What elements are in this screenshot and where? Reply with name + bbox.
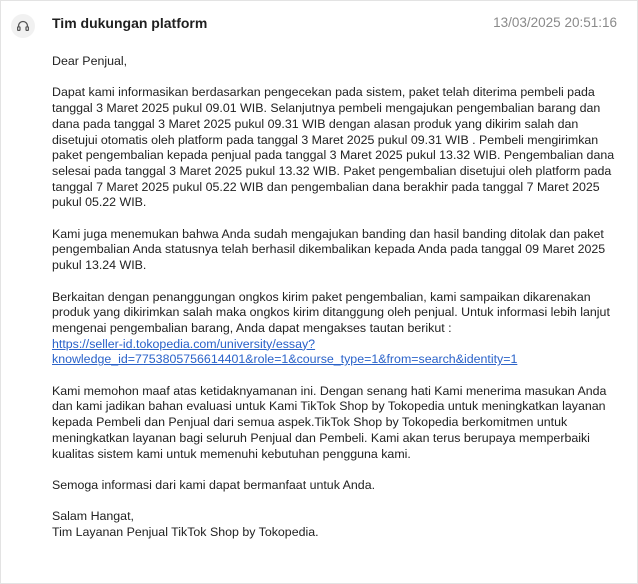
paragraph-2: Kami juga menemukan bahwa Anda sudah mengajukan banding dan hasil banding ditolak dan paket pengembalian Anda statusnya telah berhasil dikembalikan kepada Anda pada tanggal 09 Maret 2025 pukul 13.24 WIB. bbox=[52, 226, 606, 273]
paragraph-4: Kami memohon maaf atas ketidaknyamanan ini. Dengan senang hati Kami menerima masukan Anda dan kami jadikan bahan evaluasi untuk Kami TikTok Shop by Tokopedia untuk meningkatkan layanan kepada Pembeli dan Penjual dari semua aspek.TikTok Shop by Tokopedia berkomitmen untuk meningkatkan layanan bagi seluruh Penjual dan Pembeli. Kami akan terus berupaya memperbaiki kualitas sistem kami untuk memenuhi kebutuhan pengguna kami. bbox=[52, 383, 607, 461]
paragraph-5: Semoga informasi dari kami dapat bermanfaat untuk Anda. bbox=[52, 477, 376, 492]
paragraph-3: Berkaitan dengan penanggungan ongkos kirim paket pengembalian, kami sampaikan dikarenakan produk yang dikirimkan salah maka ongkos kirim ditanggung oleh penjual. Untuk informasi lebih lanjut mengenai pengembalian barang, Anda dapat mengakses tautan berikut : bbox=[52, 289, 610, 335]
greeting-text: Dear Penjual, bbox=[52, 54, 128, 68]
paragraph-1: Dapat kami informasikan berdasarkan pengecekan pada sistem, paket telah diterima pembeli pada tanggal 3 Maret 2025 pukul 09.01 WIB. Selanjutnya pembeli mengajukan pengembalian barang dan dana pada tanggal 3 Maret 2025 pukul 09.31 WIB dengan alasan produk yang dikirim salah dan disetujui otomatis oleh platform pada tanggal 3 Maret 2025 pukul 09.31 WIB . Pembeli mengirimkan paket pengembalian kepada penjual pada tanggal 3 Maret 2025 pukul 13.32 WIB. Pengembalian dana selesai pada tanggal 3 Maret 2025 pukul 13.32 WIB. Paket pengembalian disetujui oleh platform pada tanggal 7 Maret 2025 pukul 05.22 WIB dan pengembalian dana berakhir pada tanggal 7 Maret 2025 pukul 05.22 WIB. bbox=[52, 85, 615, 210]
sender-name: Tim dukungan platform bbox=[52, 15, 208, 31]
headset-icon bbox=[16, 19, 30, 33]
message-timestamp: 13/03/2025 20:51:16 bbox=[493, 15, 617, 30]
closing-text: Salam Hangat, bbox=[52, 509, 134, 524]
signature-text: Tim Layanan Penjual TikTok Shop by Tokopedia. bbox=[52, 525, 319, 539]
sender-avatar bbox=[11, 14, 35, 38]
knowledge-link-line-2[interactable]: knowledge_id=7753805756614401&role=1&course_type=1&from=search&identity=1 bbox=[52, 352, 518, 367]
knowledge-link-line-1[interactable]: https://seller-id.tokopedia.com/university/essay? bbox=[52, 336, 316, 351]
message-header bbox=[1, 1, 637, 49]
message-body bbox=[52, 54, 624, 541]
